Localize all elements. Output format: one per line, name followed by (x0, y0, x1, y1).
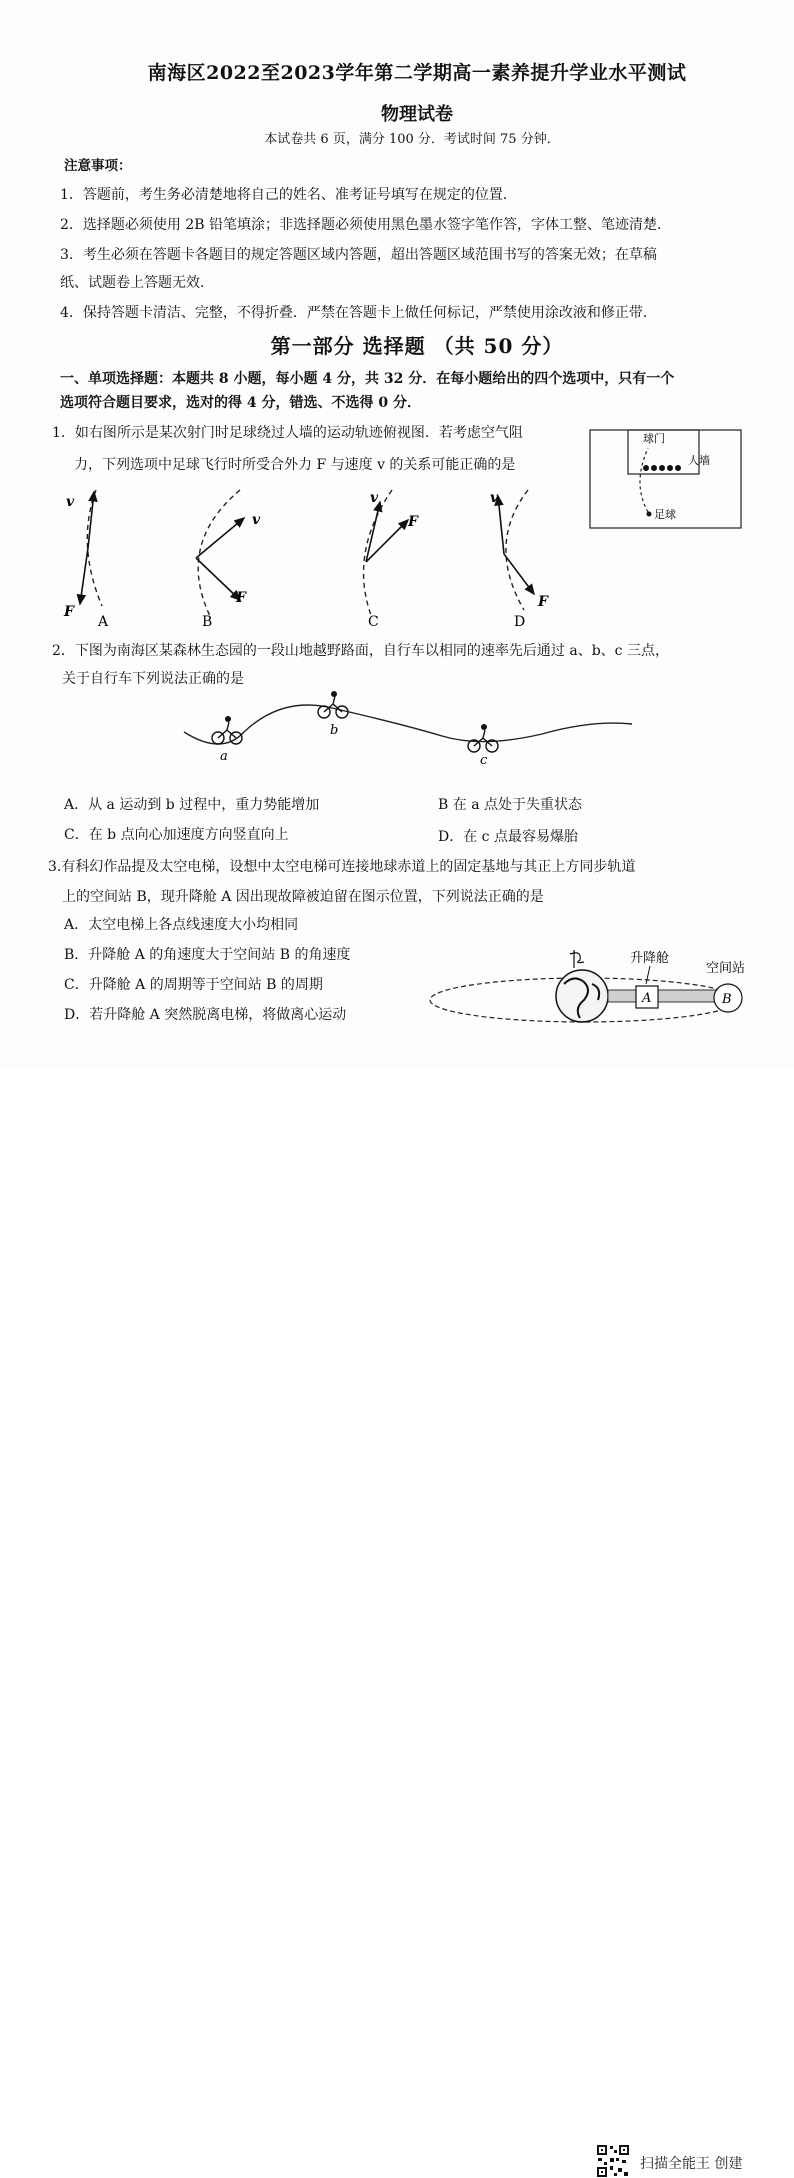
q2-stem: 关于自行车下列说法正确的是 (62, 671, 244, 687)
q2-option-c: C．在 b 点向心加速度方向竖直向上 (64, 827, 289, 843)
q3-option-a: A．太空电梯上各点线速度大小均相同 (64, 917, 299, 933)
q3-option-b: B．升降舱 A 的角速度大于空间站 B 的角速度 (64, 947, 351, 963)
q2-option-d: D．在 c 点最容易爆胎 (438, 829, 578, 845)
station-label: 空间站 (706, 961, 746, 976)
v-label: v (66, 494, 75, 510)
q1-option-b-figure (196, 490, 261, 630)
elevator-cable (608, 990, 720, 1002)
q3-stem: 上的空间站 B，现升降舱 A 因出现故障被迫留在图示位置，下列说法正确的是 (62, 889, 544, 905)
qr-code-icon (596, 2144, 630, 2178)
q1-stem: 力，下列选项中足球飞行时所受合外力 F 与速度 v 的关系可能正确的是 (74, 457, 516, 473)
trajectory-curve (87, 490, 102, 606)
exam-title: 南海区2022至2023学年第二学期高一素养提升学业水平测试 (147, 62, 687, 84)
q2-option-a: A．从 a 运动到 b 过程中，重力势能增加 (64, 797, 320, 813)
velocity-arrow (366, 502, 380, 562)
f-label: F (64, 604, 74, 620)
bicycle-icon (468, 724, 498, 752)
wall-player (659, 465, 665, 471)
bicycle-icon (318, 691, 348, 718)
q2-option-b: B 在 a 点处于失重状态 (438, 797, 582, 813)
wall-player (643, 465, 649, 471)
q2-stem: 2．下图为南海区某森林生态园的一段山地越野路面，自行车以相同的速率先后通过 a、b、c 三点， (52, 643, 669, 659)
rotation-arrow-icon (570, 950, 584, 968)
point-label: a (220, 749, 228, 764)
v-label: v (490, 490, 499, 506)
v-label: v (252, 512, 261, 528)
option-letter: A (98, 614, 109, 630)
q1-option-c-figure (364, 490, 419, 630)
note-item: 2．选择题必须使用 2B 铅笔填涂；非选择题必须使用黑色墨水签字笔作答，字体工整、笔迹清楚． (60, 217, 672, 233)
trajectory-curve (506, 490, 528, 610)
exam-subject: 物理试卷 (381, 104, 453, 125)
ball-trajectory (640, 448, 648, 512)
capsule-label: 升降舱 (630, 951, 670, 966)
q1-stem: 1．如右图所示是某次射门时足球绕过人墙的运动轨迹俯视图．若考虑空气阻 (52, 425, 523, 441)
velocity-arrow (498, 496, 504, 554)
wall-player (667, 465, 673, 471)
q2-road-figure (182, 690, 636, 770)
part-title: 第一部分 选择题 （共 50 分） (270, 334, 564, 358)
f-label: F (408, 514, 418, 530)
scanner-footer (0, 1068, 794, 2172)
q1-options-figure (58, 484, 578, 632)
option-letter: D (514, 614, 526, 630)
note-item: 3．考生必须在答题卡各题目的规定答题区域内答题，超出答题区域范围书写的答案无效；在草稿 (60, 247, 657, 263)
q1-option-d-figure (490, 490, 549, 630)
bicycle-icon (212, 716, 242, 744)
q3-option-d: D．若升降舱 A 突然脱离电梯，将做离心运动 (64, 1007, 347, 1023)
exam-page (0, 0, 794, 1068)
q1-option-a-figure (63, 490, 109, 630)
part-instructions: 选项符合题目要求，选对的得 4 分，错选、不选得 0 分． (60, 395, 421, 411)
notes-heading: 注意事项： (64, 158, 132, 174)
force-arrow (196, 558, 240, 600)
station-letter: B (722, 992, 732, 1007)
f-label: F (538, 594, 548, 610)
point-label: b (330, 723, 339, 738)
wall-label: 人墙 (688, 454, 710, 467)
q3-stem: 3.有科幻作品提及太空电梯，设想中太空电梯可连接地球赤道上的固定基地与其正上方同步轨道 (48, 859, 636, 875)
q1-field-figure (588, 424, 744, 532)
goal-label: 球门 (643, 432, 665, 445)
road-curve (184, 705, 632, 744)
force-arrow (366, 520, 408, 562)
velocity-arrow (196, 518, 244, 558)
option-letter: B (202, 614, 213, 630)
wall-player (651, 465, 657, 471)
scanner-watermark: 扫描全能王 创建 (640, 2156, 743, 2172)
ball-icon (647, 512, 652, 517)
trajectory-curve (198, 490, 240, 616)
option-letter: C (368, 614, 379, 630)
note-item: 4．保持答题卡清洁、完整，不得折叠．严禁在答题卡上做任何标记，严禁使用涂改液和修正带． (60, 305, 657, 321)
exam-meta: 本试卷共 6 页，满分 100 分．考试时间 75 分钟． (264, 132, 560, 147)
earth-icon (556, 970, 608, 1022)
wall-player (675, 465, 681, 471)
part-instructions: 一、单项选择题：本题共 8 小题，每小题 4 分，共 32 分．在每小题给出的四个选项中，只有一个 (60, 371, 675, 387)
point-label: c (480, 753, 488, 768)
ball-label: 足球 (654, 508, 676, 521)
v-label: v (370, 490, 379, 506)
force-arrow (80, 548, 88, 604)
note-item: 1．答题前，考生务必清楚地将自己的姓名、准考证号填写在规定的位置． (60, 187, 517, 203)
capsule-letter: A (642, 991, 652, 1006)
f-label: F (236, 590, 246, 606)
q3-option-c: C．升降舱 A 的周期等于空间站 B 的周期 (64, 977, 323, 993)
force-arrow (504, 554, 534, 594)
q3-space-elevator-figure (424, 944, 752, 1044)
capsule-pointer (646, 966, 650, 984)
note-item: 纸、试题卷上答题无效． (60, 275, 214, 291)
